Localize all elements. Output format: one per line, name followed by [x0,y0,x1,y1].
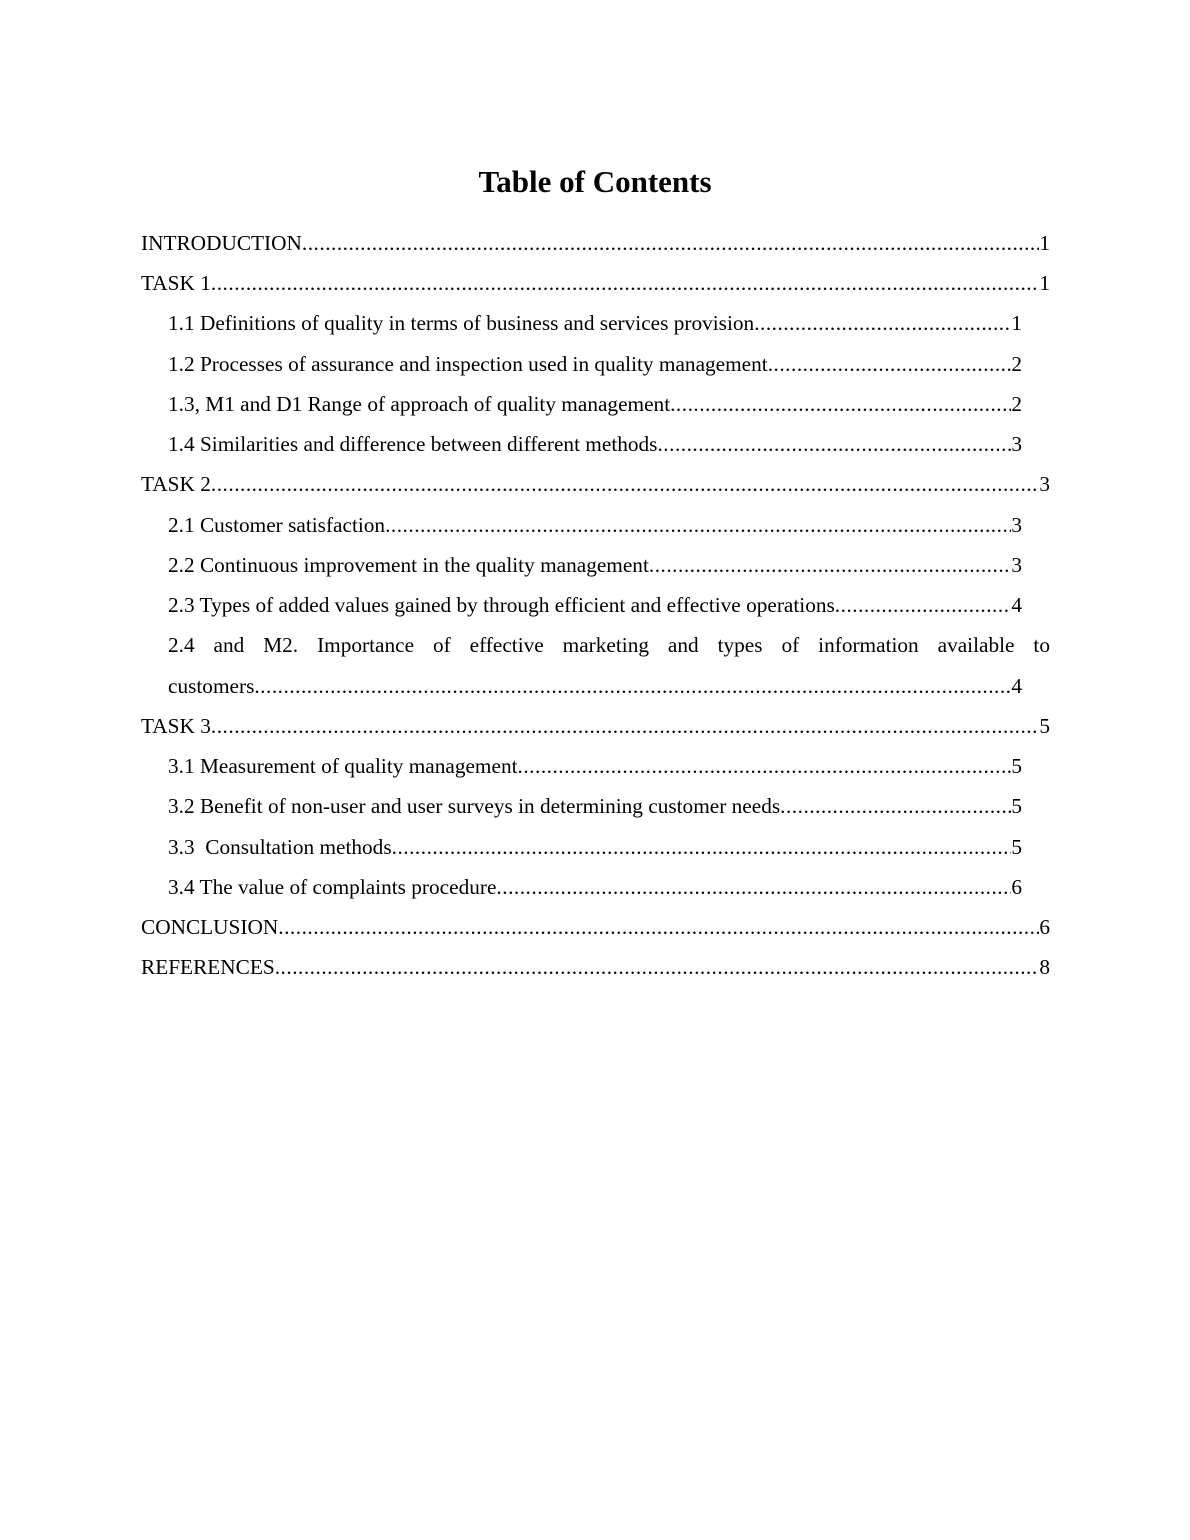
toc-leader-dots [392,832,1012,862]
toc-entry-3-2[interactable] [168,791,1022,821]
toc-leader-dots [278,912,1039,942]
toc-entry-label: customers [168,674,255,698]
toc-leader-dots [754,308,1011,338]
toc-leader-dots [385,510,1011,540]
toc-entry-label: INTRODUCTION [141,231,302,255]
toc-leader-dots [496,872,1011,902]
toc-entry-3-4[interactable] [168,872,1022,902]
toc-entry-task-3[interactable] [141,711,1050,741]
toc-entry-label: TASK 2 [141,472,211,496]
toc-entry-label: 2.2 Continuous improvement in the quality management [168,553,649,577]
toc-page-number: 8 [1039,955,1050,979]
toc-leader-dots [254,671,1011,701]
toc-leader-dots [211,268,1039,298]
toc-entry-word: types [717,633,763,657]
toc-leader-dots [670,389,1011,419]
toc-leader-dots [649,550,1011,580]
toc-entry-word: of [432,633,451,657]
toc-entry-label: REFERENCES [141,955,275,979]
toc-entry-1-2[interactable] [168,349,1022,379]
toc-entry-2-4-line-2[interactable] [168,671,1022,701]
toc-page-number: 1 [1039,271,1050,295]
toc-entry-word: marketing [562,633,649,657]
toc-entry-label: 3.2 Benefit of non-user and user surveys in determining customer needs [168,794,781,818]
toc-leader-dots [275,952,1040,982]
toc-entry-word: and [667,633,699,657]
toc-entry-word: of [781,633,800,657]
toc-entry-1-3[interactable] [168,389,1022,419]
toc-entry-1-1[interactable] [168,308,1022,338]
toc-leader-dots [780,791,1011,821]
toc-entry-label: 2.1 Customer satisfaction [168,513,386,537]
toc-page-number: 3 [1039,472,1050,496]
toc-title: Table of Contents [478,164,712,199]
toc-entry-2-4-line-1[interactable] [168,630,1050,660]
toc-leader-dots [657,429,1011,459]
toc-leader-dots [302,228,1039,258]
toc-entry-3-1[interactable] [168,751,1022,781]
toc-page-number: 1 [1039,231,1050,255]
toc-page-number: 5 [1039,714,1050,738]
toc-entry-label: 3.3 Consultation methods [168,835,392,859]
toc-page-number: 3 [1011,513,1022,537]
toc-entry-label: 3.1 Measurement of quality management [168,754,518,778]
toc-page-number: 4 [1011,593,1022,617]
toc-entry-2-3[interactable] [168,590,1022,620]
toc-entry-word: to [1033,633,1050,657]
toc-entry-word: M2. [263,633,299,657]
toc-entry-conclusion[interactable] [141,912,1050,942]
toc-leader-dots [768,349,1012,379]
toc-entry-introduction[interactable] [141,228,1050,258]
toc-page-number: 2 [1011,392,1022,416]
toc-page-number: 5 [1011,754,1022,778]
toc-page-number: 6 [1011,875,1022,899]
toc-entry-3-3[interactable] [168,832,1022,862]
toc-entry-2-2[interactable] [168,550,1022,580]
toc-entry-2-1[interactable] [168,510,1022,540]
toc-leader-dots [835,590,1012,620]
toc-entry-label: 2.3 Types of added values gained by through efficient and effective operations [168,593,835,617]
toc-entry-label: TASK 3 [141,714,211,738]
toc-page-number: 3 [1011,553,1022,577]
toc-page-number: 6 [1039,915,1050,939]
toc-entry-1-4[interactable] [168,429,1022,459]
toc-page-number: 4 [1011,674,1022,698]
toc-page-number: 5 [1011,794,1022,818]
toc-entry-label: 3.4 The value of complaints procedure [168,875,497,899]
toc-entry-word: effective [469,633,544,657]
toc-entry-label: TASK 1 [141,271,211,295]
toc-leader-dots [518,751,1012,781]
toc-leader-dots [211,711,1039,741]
toc-entry-task-1[interactable] [141,268,1050,298]
toc-entry-label: CONCLUSION [141,915,279,939]
toc-entry-label: 1.1 Definitions of quality in terms of business and services provision [168,311,755,335]
toc-page-number: 3 [1011,432,1022,456]
toc-entry-word: available [937,633,1015,657]
toc-entry-references[interactable] [141,952,1050,982]
toc-page-number: 5 [1011,835,1022,859]
toc-entry-word: Importance [317,633,415,657]
toc-entry-word: 2.4 [168,633,195,657]
toc-page-number: 1 [1011,311,1022,335]
toc-entry-word: information [818,633,919,657]
toc-entry-label: 1.4 Similarities and difference between different methods [168,432,658,456]
toc-leader-dots [211,469,1039,499]
toc-entry-label: 1.3, M1 and D1 Range of approach of quality management [168,392,671,416]
toc-entry-label: 1.2 Processes of assurance and inspection used in quality management [168,352,768,376]
toc-page-number: 2 [1011,352,1022,376]
toc-entry-task-2[interactable] [141,469,1050,499]
toc-entry-word: and [213,633,245,657]
